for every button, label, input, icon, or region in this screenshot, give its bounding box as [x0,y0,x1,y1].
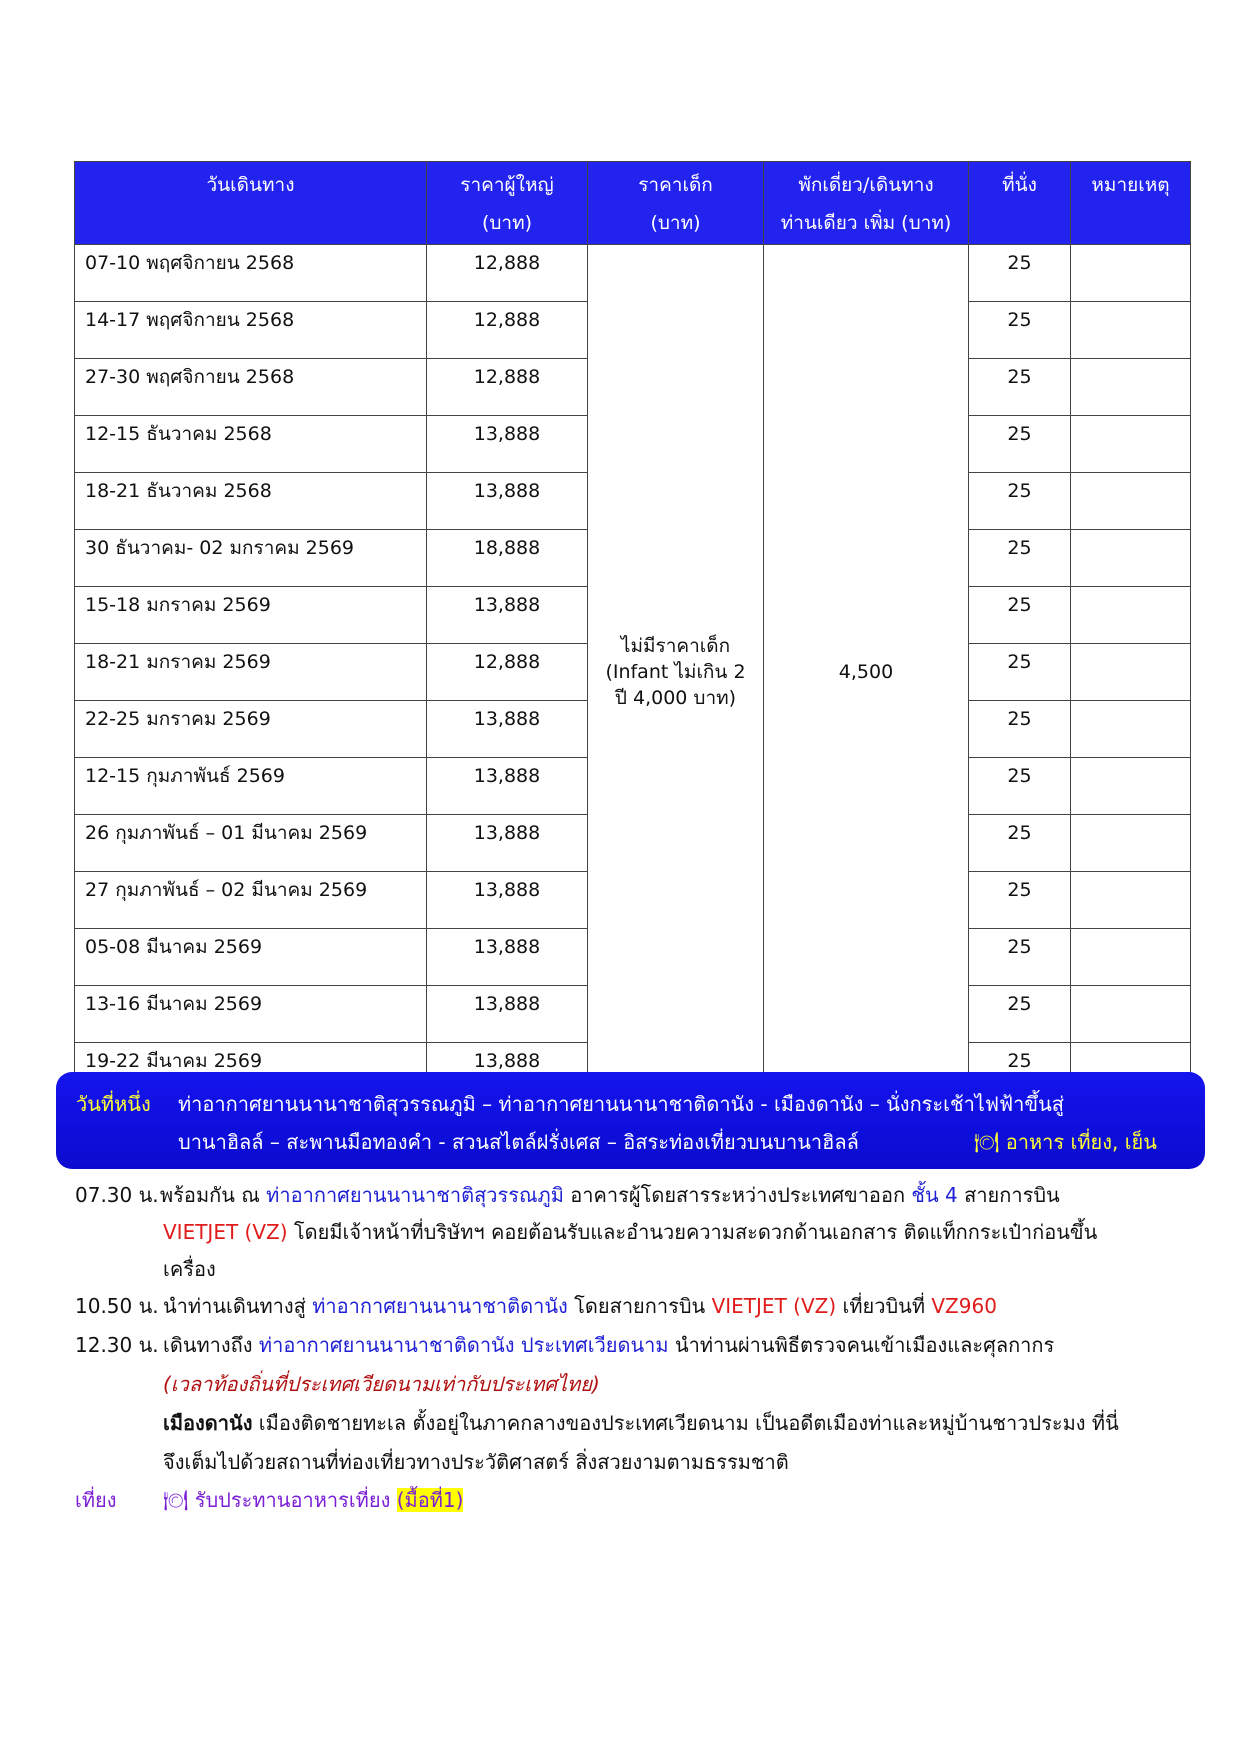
adult-price-cell: 13,888 [427,815,588,872]
adult-price-cell: 12,888 [427,302,588,359]
remarks-cell [1071,986,1191,1043]
local-time-note: (เวลาท้องถิ่นที่ประเทศเวียดนามเท่ากับประเทศไทย) [163,1372,600,1396]
header-travel-date: วันเดินทาง [75,162,427,245]
adult-price-cell: 18,888 [427,530,588,587]
remarks-cell [1071,359,1191,416]
itinerary-1050-line: นำท่านเดินทางสู่ ท่าอากาศยานนานาชาติดานัง โดยสายการบิน VIETJET (VZ) เที่ยวบินที่ VZ960 [163,1294,997,1318]
seats-cell: 25 [969,986,1071,1043]
day-route-line-1: ท่าอากาศยานนานาชาติสุวรรณภูมิ – ท่าอากาศยานนานาชาติดานัง - เมืองดานัง – นั่งกระเช้าไฟฟ้าขึ้นสู่ [178,1092,1064,1116]
remarks-cell [1071,758,1191,815]
remarks-cell [1071,473,1191,530]
day-route-line-2: บานาฮิลล์ – สะพานมือทองคำ - สวนสไตล์ฝรั่งเศส – อิสระท่องเที่ยวบนบานาฮิลล์ [178,1130,859,1154]
meal-info: 🍽 อาหาร เที่ยง, เย็น [974,1130,1157,1154]
travel-date-cell: 14-17 พฤศจิกายน 2568 [75,302,427,359]
travel-date-cell: 12-15 กุมภาพันธ์ 2569 [75,758,427,815]
seats-cell: 25 [969,416,1071,473]
adult-price-cell: 12,888 [427,644,588,701]
travel-date-cell: 19-22 มีนาคม 2569 [75,1043,427,1100]
travel-date-cell: 07-10 พฤศจิกายน 2568 [75,245,427,302]
remarks-cell [1071,701,1191,758]
travel-date-cell: 30 ธันวาคม- 02 มกราคม 2569 [75,530,427,587]
travel-date-cell: 18-21 ธันวาคม 2568 [75,473,427,530]
remarks-cell [1071,815,1191,872]
header-single-supplement: พักเดี่ยว/เดินทาง ท่านเดียว เพิ่ม (บาท) [764,162,969,245]
seats-cell: 25 [969,473,1071,530]
travel-date-cell: 27 กุมภาพันธ์ – 02 มีนาคม 2569 [75,872,427,929]
header-adult-price: ราคาผู้ใหญ่ (บาท) [427,162,588,245]
travel-date-cell: 13-16 มีนาคม 2569 [75,986,427,1043]
seats-cell: 25 [969,929,1071,986]
travel-date-cell: 15-18 มกราคม 2569 [75,587,427,644]
remarks-cell [1071,929,1191,986]
time-0730: 07.30 น. [75,1183,159,1207]
adult-price-cell: 13,888 [427,473,588,530]
header-remarks: หมายเหตุ [1071,162,1191,245]
adult-price-cell: 13,888 [427,758,588,815]
remarks-cell [1071,416,1191,473]
adult-price-cell: 13,888 [427,872,588,929]
travel-date-cell: 22-25 มกราคม 2569 [75,701,427,758]
seats-cell: 25 [969,701,1071,758]
remarks-cell [1071,245,1191,302]
meal-icon: 🍽 [163,1488,189,1512]
seats-cell: 25 [969,587,1071,644]
child-price-cell: ไม่มีราคาเด็ก (Infant ไม่เกิน 2 ปี 4,000 บาท) [588,245,764,1100]
time-1050: 10.50 น. [75,1294,159,1318]
travel-date-cell: 26 กุมภาพันธ์ – 01 มีนาคม 2569 [75,815,427,872]
seats-cell: 25 [969,1043,1071,1100]
adult-price-cell: 13,888 [427,929,588,986]
meal-number-badge: (มื้อที่1) [396,1488,464,1512]
danang-description-line-1: เมืองดานัง เมืองติดชายทะเล ตั้งอยู่ในภาคกลางของประเทศเวียดนาม เป็นอดีตเมืองท่าและหมู่บ้านชาวประมง ที่นี่ [163,1411,1119,1435]
time-1230: 12.30 น. [75,1333,159,1357]
seats-cell: 25 [969,245,1071,302]
day-one-banner [56,1072,1205,1169]
itinerary-0730-line-2: VIETJET (VZ) โดยมีเจ้าหน้าที่บริษัทฯ คอยต้อนรับและอำนวยความสะดวกด้านเอกสาร ติดแท็กกระเป๋าก่อนขึ้น [163,1220,1098,1244]
travel-date-cell: 18-21 มกราคม 2569 [75,644,427,701]
lunch-line: 🍽 รับประทานอาหารเที่ยง (มื้อที่1) [163,1488,464,1512]
seats-cell: 25 [969,644,1071,701]
adult-price-cell: 13,888 [427,587,588,644]
table-header-row [75,162,1191,245]
itinerary-1230-line-1: เดินทางถึง ท่าอากาศยานนานาชาติดานัง ประเทศเวียดนาม นำท่านผ่านพิธีตรวจคนเข้าเมืองและศุลกากร [163,1333,1055,1357]
seats-cell: 25 [969,530,1071,587]
meal-icon: 🍽 [974,1130,1000,1154]
adult-price-cell: 13,888 [427,1043,588,1100]
danang-description-line-2: จึงเต็มไปด้วยสถานที่ท่องเที่ยวทางประวัติศาสตร์ สิ่งสวยงามตามธรรมชาติ [163,1450,789,1474]
travel-date-cell: 05-08 มีนาคม 2569 [75,929,427,986]
remarks-cell [1071,872,1191,929]
header-child-price: ราคาเด็ก (บาท) [588,162,764,245]
remarks-cell [1071,644,1191,701]
adult-price-cell: 12,888 [427,245,588,302]
day-label: วันที่หนึ่ง [76,1092,151,1116]
adult-price-cell: 13,888 [427,986,588,1043]
remarks-cell [1071,302,1191,359]
price-table [74,161,1191,1100]
seats-cell: 25 [969,359,1071,416]
header-seats: ที่นั่ง [969,162,1071,245]
itinerary-0730-line-1: พร้อมกัน ณ ท่าอากาศยานนานาชาติสุวรรณภูมิ อาคารผู้โดยสารระหว่างประเทศขาออก ชั้น 4 สายการบิน [160,1183,1060,1207]
travel-date-cell: 12-15 ธันวาคม 2568 [75,416,427,473]
time-lunch: เที่ยง [75,1488,117,1512]
adult-price-cell: 13,888 [427,701,588,758]
remarks-cell [1071,587,1191,644]
remarks-cell [1071,530,1191,587]
adult-price-cell: 13,888 [427,416,588,473]
single-supplement-cell: 4,500 [764,245,969,1100]
table-row [75,245,1191,302]
seats-cell: 25 [969,815,1071,872]
seats-cell: 25 [969,758,1071,815]
travel-date-cell: 27-30 พฤศจิกายน 2568 [75,359,427,416]
itinerary-0730-line-3: เครื่อง [163,1257,216,1281]
seats-cell: 25 [969,872,1071,929]
adult-price-cell: 12,888 [427,359,588,416]
seats-cell: 25 [969,302,1071,359]
